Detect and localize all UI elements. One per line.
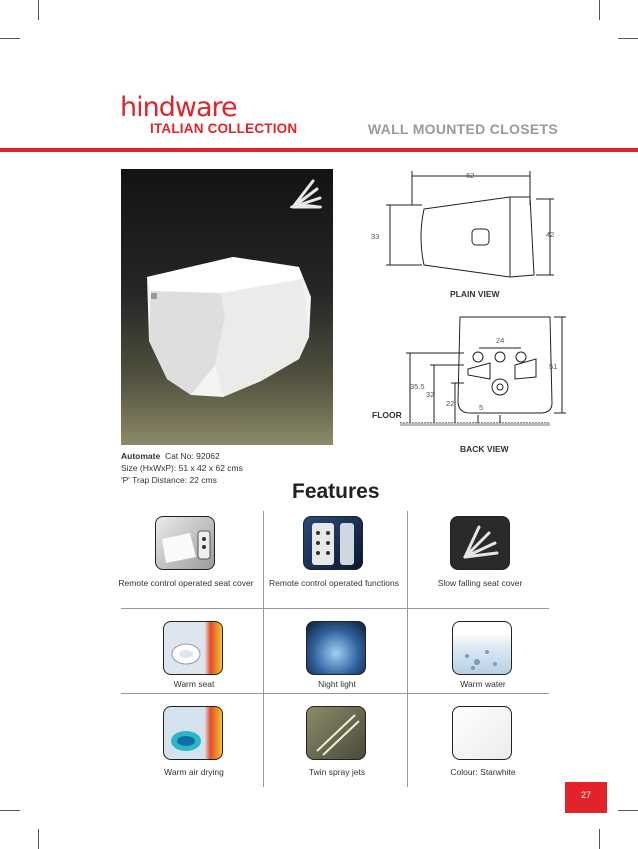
warm-seat-icon xyxy=(163,621,223,675)
product-trap: 'P' Trap Distance: 22 cms xyxy=(121,475,217,485)
crop-mark xyxy=(599,829,600,849)
crop-mark xyxy=(599,0,600,20)
crop-mark xyxy=(0,38,20,39)
feature-label: Remote control operated functions xyxy=(269,578,399,588)
crop-mark xyxy=(0,810,20,811)
dim-back-35-5: 35.5 xyxy=(410,382,425,391)
warm-air-icon xyxy=(163,706,223,760)
night-light-icon xyxy=(306,621,366,675)
dim-back-32: 32 xyxy=(426,390,435,399)
dim-back-22: 22 xyxy=(446,399,455,408)
starwhite-swatch-icon xyxy=(452,706,512,760)
product-size: Size (HxWxP): 51 x 42 x 62 cms xyxy=(121,463,243,473)
feature-label: Remote control operated seat cover xyxy=(118,578,254,588)
spray-jets-icon xyxy=(306,706,366,760)
dim-back-5: 5 xyxy=(479,403,484,412)
product-photo xyxy=(121,169,333,445)
dim-plain-width: 62 xyxy=(466,171,475,180)
remote-seat-cover-icon xyxy=(155,516,215,570)
page-number: 27 xyxy=(565,782,607,813)
feature-label: Night light xyxy=(318,679,356,689)
plain-view-label: PLAIN VIEW xyxy=(450,289,500,299)
crop-mark xyxy=(38,829,39,849)
dim-back-24: 24 xyxy=(496,336,505,345)
crop-mark xyxy=(38,0,39,20)
feature-label: Twin spray jets xyxy=(308,767,366,777)
slow-falling-icon xyxy=(450,516,510,570)
features-heading: Features xyxy=(292,480,380,503)
category-title: WALL MOUNTED CLOSETS xyxy=(367,121,558,137)
dim-plain-height: 33 xyxy=(371,232,380,241)
feature-label: Warm air drying xyxy=(164,767,224,777)
grid-divider xyxy=(121,608,549,609)
feature-label: Colour: Starwhite xyxy=(450,767,516,777)
dim-back-51: 51 xyxy=(549,362,558,371)
feature-label: Warm seat xyxy=(173,679,215,689)
dim-plain-depth: 42 xyxy=(546,230,555,239)
crop-mark xyxy=(618,810,638,811)
floor-label: FLOOR xyxy=(372,410,402,420)
remote-functions-icon xyxy=(303,516,363,570)
grid-divider xyxy=(121,693,549,694)
back-view-label: BACK VIEW xyxy=(460,444,509,454)
brand-logo: hindware xyxy=(120,92,237,123)
crop-mark xyxy=(618,38,638,39)
slow-falling-icon xyxy=(291,181,321,207)
warm-water-icon xyxy=(452,621,512,675)
product-name: Automate xyxy=(121,451,161,461)
grid-divider xyxy=(407,511,408,787)
header-divider xyxy=(0,148,638,152)
product-name-line xyxy=(121,451,220,461)
product-cat-no: Cat No: 92062 xyxy=(164,451,220,461)
feature-label: Slow falling seat cover xyxy=(437,578,523,588)
feature-label: Warm water xyxy=(460,679,506,689)
grid-divider xyxy=(263,511,264,787)
collection-title: ITALIAN COLLECTION xyxy=(150,121,298,136)
